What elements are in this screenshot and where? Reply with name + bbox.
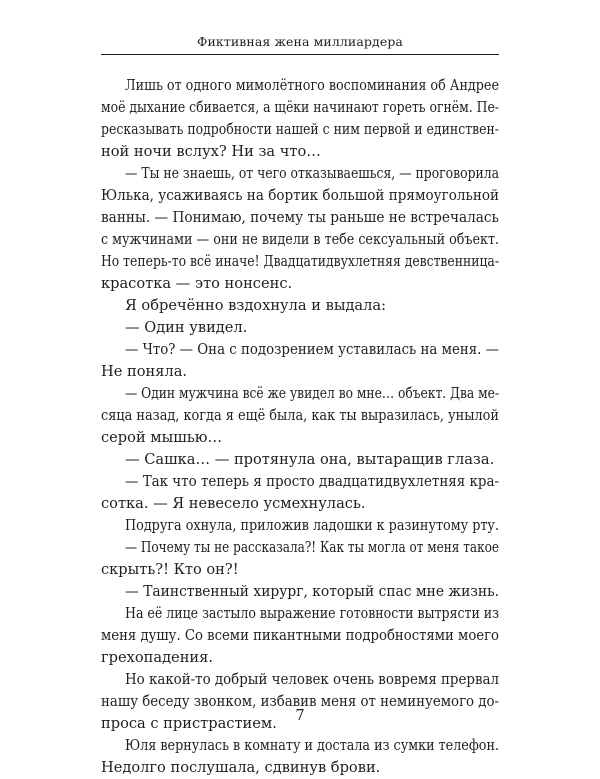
- text-line: красотка — это нонсенс.: [101, 275, 293, 292]
- text-line: с мужчинами — они не видели в тебе сексуальный объект.: [101, 231, 500, 248]
- text-line: ванны. — Понимаю, почему ты раньше не встречалась: [101, 209, 499, 226]
- text-line: — Один увидел.: [125, 319, 248, 336]
- text-line: Не поняла.: [101, 363, 188, 380]
- text-line: Юлька, усаживаясь на бортик большой прямоугольной: [101, 187, 500, 204]
- text-line: — Что? — Она с подозрением уставилась на меня. —: [125, 341, 500, 358]
- text-line: моё дыхание сбивается, а щёки начинают гореть огнём. Пе-: [101, 99, 499, 116]
- text-line: серой мышью…: [101, 429, 223, 446]
- text-line: — Один мужчина всё же увидел во мне… объект. Два ме-: [125, 385, 500, 402]
- text-line: На её лице застыло выражение готовности вытрясти из: [125, 605, 500, 622]
- text-line: — Ты не знаешь, от чего отказываешься, — проговорила: [125, 165, 500, 182]
- text-line: Но теперь-то всё иначе! Двадцатидвухлетняя девственница-: [101, 253, 500, 270]
- text-line: ной ночи вслух? Ни за что…: [101, 143, 321, 160]
- text-line: Я обречённо вздохнула и выдала:: [125, 297, 387, 314]
- text-line: — Таинственный хирург, который спас мне жизнь.: [125, 583, 499, 600]
- text-line: нашу беседу звонком, избавив меня от неминуемого до-: [101, 693, 500, 710]
- text-line: меня душу. Со всеми пикантными подробностями моего: [101, 627, 500, 644]
- page-number: 7: [295, 708, 305, 724]
- text-line: Недолго послушала, сдвинув брови.: [101, 759, 381, 776]
- text-line: Лишь от одного мимолётного воспоминания об Андрее: [125, 77, 499, 94]
- text-line: Подруга охнула, приложив ладошки к разинутому рту.: [125, 517, 500, 534]
- text-line: Но какой-то добрый человек очень вовремя прервал: [125, 671, 499, 688]
- text-line: — Сашка… — протянула она, вытаращив глаза.: [125, 451, 495, 468]
- text-line: — Почему ты не рассказала?! Как ты могла от меня такое: [125, 539, 500, 556]
- text-line: Юля вернулась в комнату и достала из сумки телефон.: [125, 737, 500, 754]
- text-line: сяца назад, когда я ещё была, как ты выразилась, унылой: [101, 407, 499, 424]
- body-text: [101, 75, 499, 779]
- header-divider: [101, 54, 499, 55]
- text-line: скрыть?! Кто он?!: [101, 561, 239, 578]
- text-line: — Так что теперь я просто двадцатидвухлетняя кра-: [125, 473, 499, 490]
- text-line: грехопадения.: [101, 649, 213, 666]
- running-header: Фиктивная жена миллиардера: [197, 34, 403, 49]
- text-line: ресказывать подробности нашей с ним первой и единствен-: [101, 121, 499, 138]
- text-line: проса с пристрастием.: [101, 715, 277, 732]
- text-line: сотка. — Я невесело усмехнулась.: [101, 495, 366, 512]
